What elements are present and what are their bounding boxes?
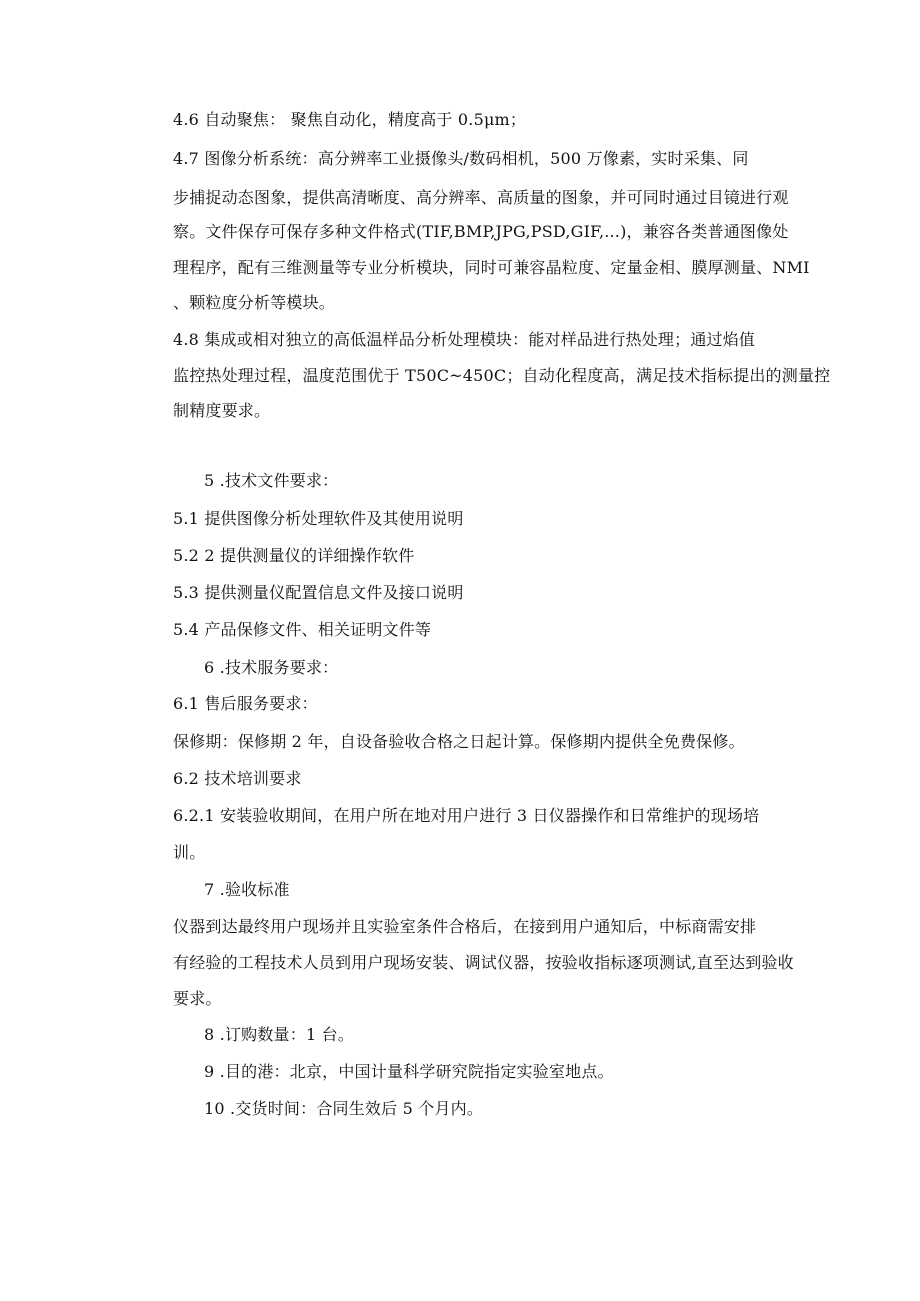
section-6-heading: 6 .技术服务要求： (204, 658, 339, 677)
section-10: 10 .交货时间：合同生效后 5 个月内。 (204, 1099, 484, 1118)
section-8: 8 .订购数量：1 台。 (204, 1025, 355, 1044)
section-5-4: 5.4 产品保修文件、相关证明文件等 (173, 620, 432, 639)
section-6-1-text: 保修期：保修期 2 年，自设备验收合格之日起计算。保修期内提供全免费保修。 (173, 732, 745, 751)
section-5-2: 5.2 2 提供测量仪的详细操作软件 (173, 546, 415, 565)
section-4-8-line-3: 制精度要求。 (173, 401, 271, 420)
section-4-8-line-1: 4.8 集成或相对独立的高低温样品分析处理模块：能对样品进行热处理；通过焰值 (173, 330, 756, 349)
section-7-line-1: 仪器到达最终用户现场并且实验室条件合格后，在接到用户通知后，中标商需安排 (173, 917, 757, 936)
section-4-7-line-5: 、颗粒度分析等模块。 (173, 293, 336, 312)
section-5-1: 5.1 提供图像分析处理软件及其使用说明 (173, 509, 464, 528)
section-4-7-line-1: 4.7 图像分析系统：高分辨率工业摄像头/数码相机，500 万像素，实时采集、同 (173, 149, 749, 168)
section-9: 9 .目的港：北京，中国计量科学研究院指定实验室地点。 (204, 1062, 614, 1081)
section-7-heading: 7 .验收标准 (204, 880, 290, 899)
section-4-8-line-2: 监控热处理过程，温度范围优于 T50C~450C；自动化程度高，满足技术指标提出的测量控 (173, 366, 831, 385)
section-6-1: 6.1 售后服务要求： (173, 694, 318, 713)
section-4-6: 4.6 自动聚焦： 聚焦自动化，精度高于 0.5μm； (173, 110, 527, 129)
section-4-7-line-2: 步捕捉动态图象，提供高清晰度、高分辨率、高质量的图象，并可同时通过目镜进行观 (173, 188, 789, 207)
section-6-2-1-line-1: 6.2.1 安装验收期间，在用户所在地对用户进行 3 日仪器操作和日常维护的现场培 (173, 806, 760, 825)
section-7-line-2: 有经验的工程技术人员到用户现场安装、调试仪器，按验收指标逐项测试,直至达到验收 (173, 953, 794, 972)
section-4-7-line-4: 理程序，配有三维测量等专业分析模块，同时可兼容晶粒度、定量金相、膜厚测量、NMI (173, 258, 810, 277)
section-6-2-1-line-2: 训。 (173, 843, 206, 862)
section-5-heading: 5 .技术文件要求： (204, 471, 339, 490)
section-4-7-line-3: 察。文件保存可保存多种文件格式(TIF,BMP,JPG,PSD,GIF,...)，兼容各类普通图像处 (173, 222, 789, 241)
section-6-2: 6.2 技术培训要求 (173, 769, 302, 788)
section-7-line-3: 要求。 (173, 989, 222, 1008)
section-5-3: 5.3 提供测量仪配置信息文件及接口说明 (173, 583, 464, 602)
